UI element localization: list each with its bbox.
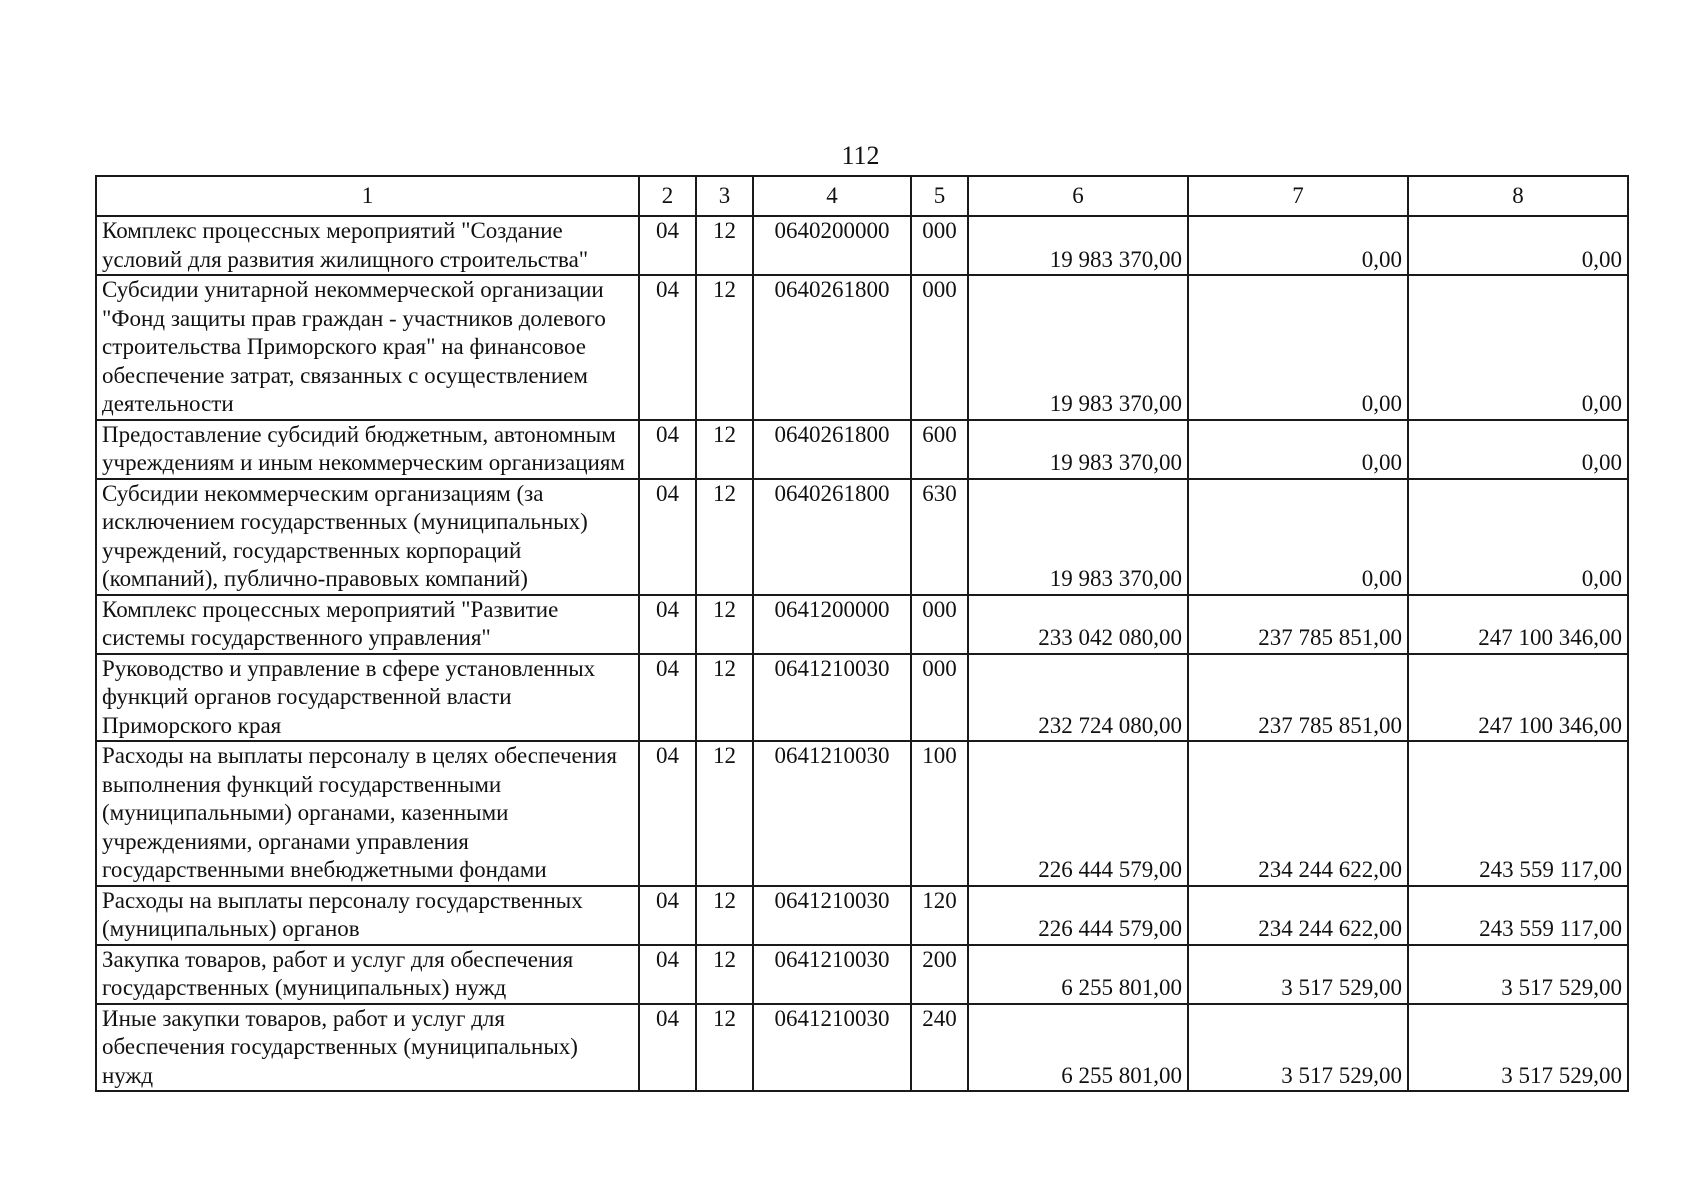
- row-target-code: 0641210030: [753, 886, 911, 945]
- row-amount-8: 0,00: [1408, 275, 1628, 420]
- table-row: [96, 595, 1628, 654]
- column-header-6: 6: [968, 176, 1188, 216]
- row-section-code: 04: [639, 420, 696, 479]
- table-row: [96, 275, 1628, 420]
- column-header-8: 8: [1408, 176, 1628, 216]
- row-amount-8: 243 559 117,00: [1408, 886, 1628, 945]
- row-subsection-code: 12: [696, 216, 753, 275]
- column-header-7: 7: [1188, 176, 1408, 216]
- row-amount-6: 233 042 080,00: [968, 595, 1188, 654]
- row-amount-8: 247 100 346,00: [1408, 595, 1628, 654]
- row-section-code: 04: [639, 275, 696, 420]
- table-row: [96, 741, 1628, 886]
- row-expense-type-code: 600: [911, 420, 968, 479]
- row-name: Субсидии унитарной некоммерческой организации "Фонд защиты прав граждан - участников долевого строительства Приморского края" на финансовое обеспечение затрат, связанных с осуществлением деятельности: [96, 275, 639, 420]
- row-name: Руководство и управление в сфере установленных функций органов государственной власти Приморского края: [96, 654, 639, 742]
- row-amount-7: 237 785 851,00: [1188, 595, 1408, 654]
- table-row: [96, 945, 1628, 1004]
- table-header: [96, 176, 1628, 216]
- row-amount-7: 3 517 529,00: [1188, 1004, 1408, 1092]
- row-amount-7: 0,00: [1188, 479, 1408, 595]
- row-subsection-code: 12: [696, 479, 753, 595]
- row-name: Комплекс процессных мероприятий "Развитие системы государственного управления": [96, 595, 639, 654]
- row-amount-8: 0,00: [1408, 216, 1628, 275]
- table-row: [96, 420, 1628, 479]
- row-section-code: 04: [639, 216, 696, 275]
- row-section-code: 04: [639, 1004, 696, 1092]
- row-expense-type-code: 100: [911, 741, 968, 886]
- row-name: Комплекс процессных мероприятий "Создание условий для развития жилищного строительства": [96, 216, 639, 275]
- row-expense-type-code: 630: [911, 479, 968, 595]
- row-amount-7: 0,00: [1188, 216, 1408, 275]
- table-row: [96, 216, 1628, 275]
- row-subsection-code: 12: [696, 654, 753, 742]
- row-name: Предоставление субсидий бюджетным, автономным учреждениям и иным некоммерческим организациям: [96, 420, 639, 479]
- row-amount-8: 243 559 117,00: [1408, 741, 1628, 886]
- table-row: [96, 479, 1628, 595]
- row-amount-6: 19 983 370,00: [968, 479, 1188, 595]
- table-row: [96, 654, 1628, 742]
- row-expense-type-code: 000: [911, 595, 968, 654]
- row-name: Иные закупки товаров, работ и услуг для обеспечения государственных (муниципальных) нужд: [96, 1004, 639, 1092]
- column-header-3: 3: [696, 176, 753, 216]
- row-amount-6: 19 983 370,00: [968, 216, 1188, 275]
- row-amount-7: 0,00: [1188, 275, 1408, 420]
- row-expense-type-code: 120: [911, 886, 968, 945]
- row-subsection-code: 12: [696, 945, 753, 1004]
- column-header-4: 4: [753, 176, 911, 216]
- column-header-1: 1: [96, 176, 639, 216]
- header-row: [96, 176, 1628, 216]
- row-amount-6: 19 983 370,00: [968, 275, 1188, 420]
- table-row: [96, 886, 1628, 945]
- row-amount-6: 232 724 080,00: [968, 654, 1188, 742]
- budget-table: [95, 175, 1629, 1092]
- row-section-code: 04: [639, 945, 696, 1004]
- row-subsection-code: 12: [696, 420, 753, 479]
- row-amount-7: 3 517 529,00: [1188, 945, 1408, 1004]
- row-amount-6: 226 444 579,00: [968, 886, 1188, 945]
- row-subsection-code: 12: [696, 741, 753, 886]
- row-target-code: 0641200000: [753, 595, 911, 654]
- row-section-code: 04: [639, 595, 696, 654]
- row-section-code: 04: [639, 886, 696, 945]
- table-body: [96, 216, 1628, 1091]
- row-amount-8: 3 517 529,00: [1408, 1004, 1628, 1092]
- row-amount-6: 19 983 370,00: [968, 420, 1188, 479]
- row-target-code: 0640261800: [753, 275, 911, 420]
- row-target-code: 0641210030: [753, 741, 911, 886]
- row-name: Расходы на выплаты персоналу государственных (муниципальных) органов: [96, 886, 639, 945]
- row-amount-8: 3 517 529,00: [1408, 945, 1628, 1004]
- row-target-code: 0641210030: [753, 654, 911, 742]
- row-name: Закупка товаров, работ и услуг для обеспечения государственных (муниципальных) нужд: [96, 945, 639, 1004]
- column-header-2: 2: [639, 176, 696, 216]
- row-amount-6: 6 255 801,00: [968, 945, 1188, 1004]
- row-subsection-code: 12: [696, 886, 753, 945]
- row-name: Расходы на выплаты персоналу в целях обеспечения выполнения функций государственными (муниципальными) органами, казенными учреждениями, органами управления государственными внебюджетными фондами: [96, 741, 639, 886]
- row-amount-7: 237 785 851,00: [1188, 654, 1408, 742]
- page-number: 112: [841, 141, 880, 170]
- row-subsection-code: 12: [696, 595, 753, 654]
- row-amount-7: 234 244 622,00: [1188, 741, 1408, 886]
- row-target-code: 0641210030: [753, 1004, 911, 1092]
- row-target-code: 0640261800: [753, 479, 911, 595]
- row-section-code: 04: [639, 479, 696, 595]
- row-amount-8: 0,00: [1408, 420, 1628, 479]
- row-name: Субсидии некоммерческим организациям (за исключением государственных (муниципальных) учреждений, государственных корпораций (компаний), публично-правовых компаний): [96, 479, 639, 595]
- row-subsection-code: 12: [696, 1004, 753, 1092]
- row-amount-7: 0,00: [1188, 420, 1408, 479]
- row-amount-7: 234 244 622,00: [1188, 886, 1408, 945]
- row-expense-type-code: 000: [911, 275, 968, 420]
- row-amount-6: 6 255 801,00: [968, 1004, 1188, 1092]
- row-amount-6: 226 444 579,00: [968, 741, 1188, 886]
- row-section-code: 04: [639, 654, 696, 742]
- row-expense-type-code: 240: [911, 1004, 968, 1092]
- row-target-code: 0640200000: [753, 216, 911, 275]
- row-amount-8: 247 100 346,00: [1408, 654, 1628, 742]
- row-expense-type-code: 000: [911, 216, 968, 275]
- row-expense-type-code: 000: [911, 654, 968, 742]
- row-expense-type-code: 200: [911, 945, 968, 1004]
- row-target-code: 0640261800: [753, 420, 911, 479]
- row-amount-8: 0,00: [1408, 479, 1628, 595]
- row-section-code: 04: [639, 741, 696, 886]
- row-subsection-code: 12: [696, 275, 753, 420]
- column-header-5: 5: [911, 176, 968, 216]
- table-row: [96, 1004, 1628, 1092]
- row-target-code: 0641210030: [753, 945, 911, 1004]
